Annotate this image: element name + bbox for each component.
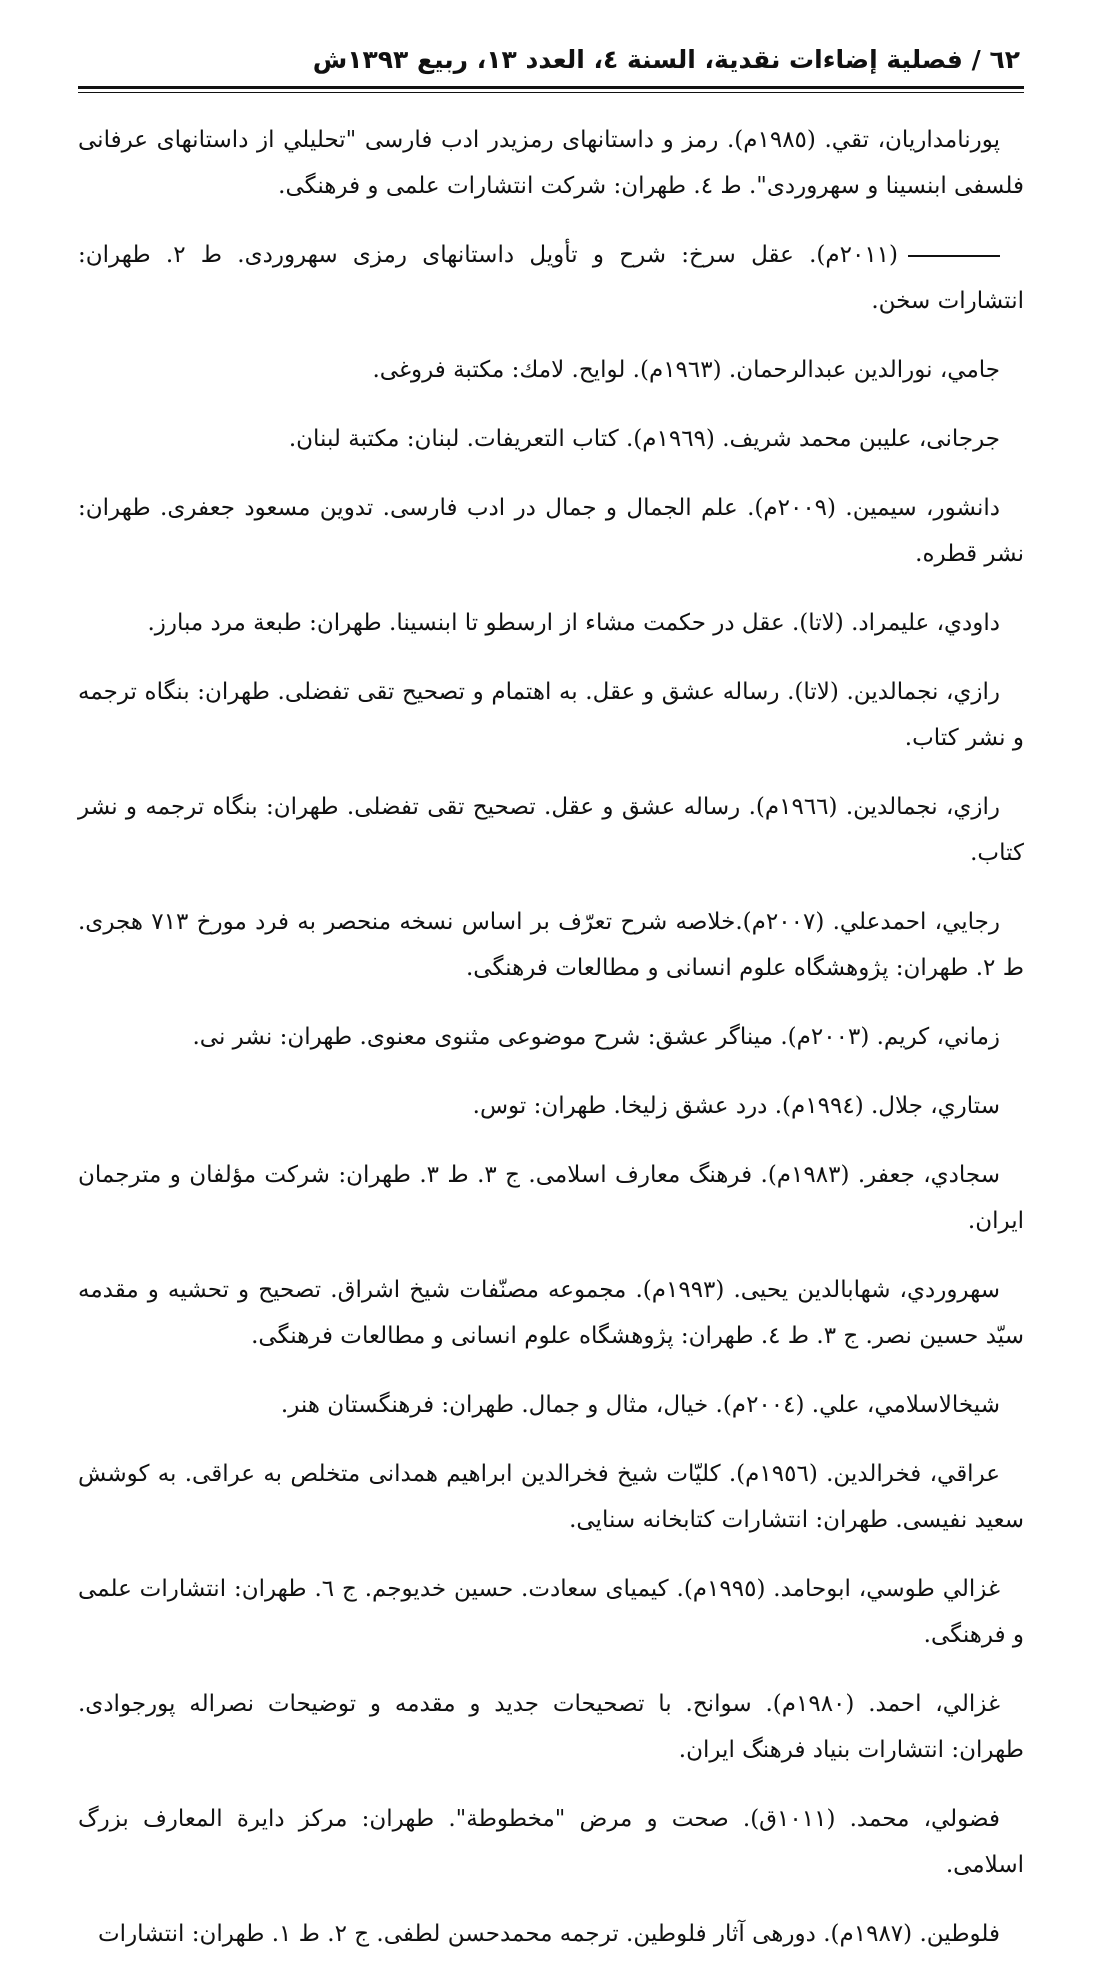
reference-entry-repeat-author: [78, 232, 1024, 324]
reference-entry: عراقي، فخرالدين. (١٩٥٦م). كلیّات شيخ فخرالدين ابراهيم همدانی متخلص به عراقی. به كوشش سعيد نفيسی. طهران: انتشارات كتابخانه سنايی.: [78, 1461, 1024, 1533]
reference-entry: فضولي، محمد. (١٠١١ق). صحت و مرض "مخطوطة". طهران: مركز دايرة المعارف بزرگ اسلامی.: [78, 1806, 1024, 1878]
reference-entry: جرجانی، عليبن محمد شريف. (١٩٦٩م). كتاب التعريفات. لبنان: مكتبة لبنان.: [288, 426, 1000, 452]
repeat-author-dash: [908, 255, 1000, 257]
reference-entry: فلوطين. (١٩٨٧م). دورهی آثار فلوطين. ترجمه محمدحسن لطفی. ج ٢. ط ١. طهران: انتشارات: [98, 1921, 1000, 1947]
reference-entry: ستاري، جلال. (١٩٩٤م). درد عشق زليخا. طهران: توس.: [472, 1093, 1000, 1119]
reference-entry: دانشور، سيمين. (٢٠٠٩م). علم الجمال و جمال در ادب فارسی. تدوين مسعود جعفری. طهران: نشر قطره.: [78, 495, 1024, 567]
reference-entry: زماني، كريم. (٢٠٠٣م). میناگر عشق: شرح موضوعی مثنوی معنوی. طهران: نشر نی.: [192, 1024, 1000, 1050]
reference-entry: سهروردي، شهابالدين يحيى. (١٩٩٣م). مجموعه مصنّفات شيخ اشراق. تصحيح و تحشيه و مقدمه سيّد حسين نصر. ج ٣. ط ٤. طهران: پژوهشگاه علوم انسانی و مطالعات فرهنگی.: [78, 1277, 1024, 1349]
reference-entry: داودي، عليمراد. (لاتا). عقل در حكمت مشاء از ارسطو تا ابنسينا. طهران: طبعة مرد مبارز.: [147, 610, 1000, 636]
running-header: ٦٢ / فصلية إضاءات نقدية، السنة ٤، العدد ١٣، ربيع ١٣٩٣ش: [312, 45, 1020, 74]
reference-entry: غزالي، احمد. (١٩٨٠م). سوانح. با تصحيحات جديد و مقدمه و توضيحات نصراله پورجوادی. طهران: انتشارات بنياد فرهنگ ايران.: [78, 1691, 1024, 1763]
reference-entry: رازي، نجمالدين. (لاتا). رساله عشق و عقل. به اهتمام و تصحيح تقی تفضلی. طهران: بنگاه ترجمه و نشر كتاب.: [78, 679, 1024, 751]
header-rule-thin: [78, 92, 1024, 93]
reference-entry: جامي، نورالدين عبدالرحمان. (١٩٦٣م). لوايح. لامك: مكتبة فروغی.: [372, 357, 1000, 383]
page: [78, 40, 1024, 1963]
header-rule-thick: [78, 86, 1024, 89]
reference-entry: غزالي طوسي، ابوحامد. (١٩٩٥م). كيمياى سعادت. حسين خديوجم. ج ٦. طهران: انتشارات علمی و فرهنگی.: [78, 1576, 1024, 1648]
reference-entry: شيخالاسلامي، علي. (٢٠٠٤م). خيال، مثال و جمال. طهران: فرهنگستان هنر.: [280, 1392, 1000, 1418]
reference-entry-text: (٢٠١١م). عقل سرخ: شرح و تأويل داستانهای رمزی سهروردی. ط ٢. طهران: انتشارات سخن.: [78, 242, 1024, 314]
references-list: [78, 117, 1024, 1957]
reference-entry: پورنامداريان، تقي. (١٩٨٥م). رمز و داستانهای رمزیدر ادب فارسی "تحليلي از داستانهای عرفانی فلسفی ابنسینا و سهروردی". ط ٤. طهران: شركت انتشارات علمی و فرهنگی.: [78, 127, 1024, 199]
reference-entry: سجادي، جعفر. (١٩٨٣م). فرهنگ معارف اسلامی. ج ٣. ط ٣. طهران: شركت مؤلفان و مترجمان ايران.: [78, 1162, 1024, 1234]
reference-entry: رازي، نجمالدين. (١٩٦٦م). رساله عشق و عقل. تصحيح تقی تفضلی. طهران: بنگاه ترجمه و نشر كتاب.: [78, 794, 1024, 866]
reference-entry: رجايي، احمدعلي. (٢٠٠٧م).خلاصه شرح تعرّف بر اساس نسخه منحصر به فرد مورخ ٧١٣ هجری. ط ٢. طهران: پژوهشگاه علوم انسانی و مطالعات فرهنگی.: [78, 909, 1024, 981]
